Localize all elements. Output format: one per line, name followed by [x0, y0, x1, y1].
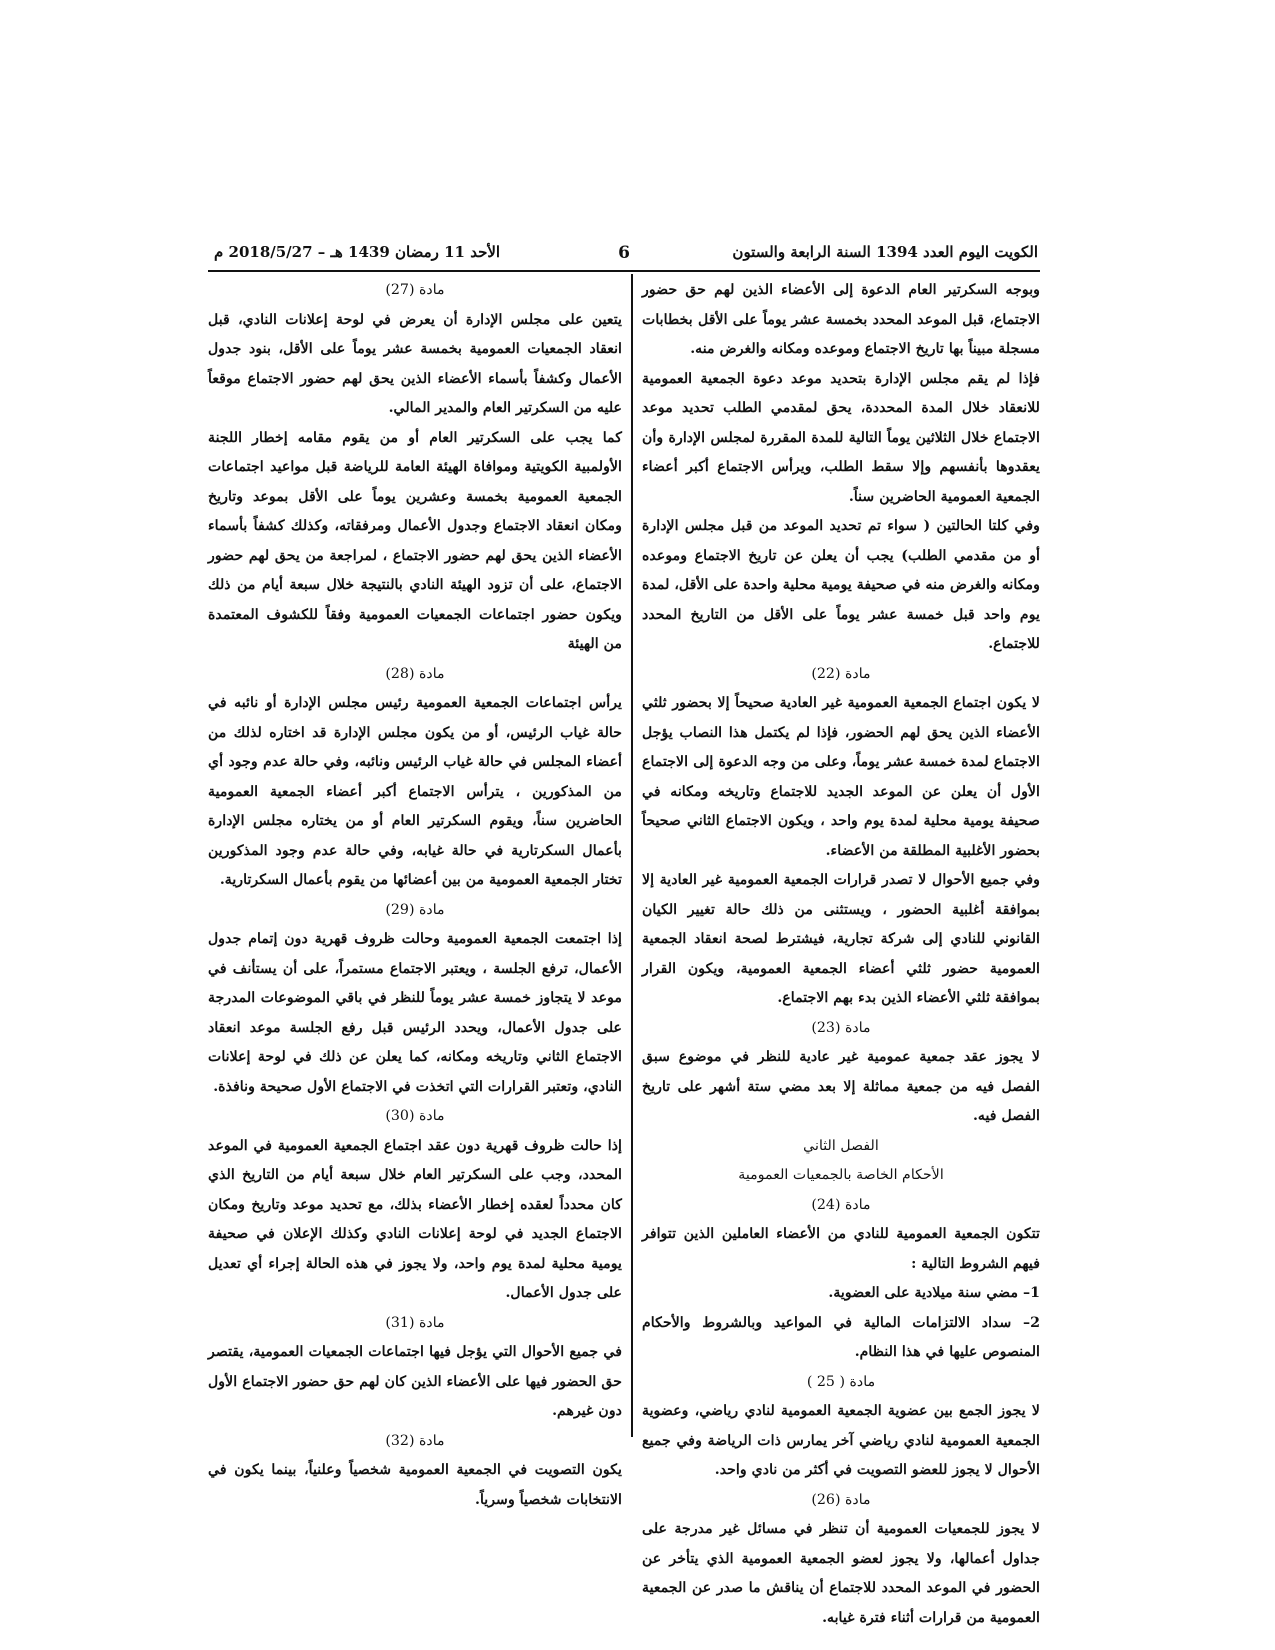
paragraph: إذا حالت ظروف قهرية دون عقد اجتماع الجمعية العمومية في الموعد المحدد، وجب على السكرتير العام خلال سبعة أيام من التاريخ الذي كان محدداً لعقده إخطار الأعضاء بذلك، مع تحديد موعد وتاريخ ومكان الاجتماع الجديد في لوحة إعلانات النادي وكذلك الإعلان في صحيفة يومية محلية لمدة يوم واحد، ولا يجوز في هذه الحالة إجراء أي تعديل على جدول الأعمال.: [208, 1137, 622, 1301]
article-heading-31: مادة (31): [385, 1314, 445, 1331]
page-header: [208, 239, 1040, 269]
paragraph: وفي جميع الأحوال لا تصدر قرارات الجمعية العمومية غير العادية إلا بموافقة أغلبية الحضور ، ويستثنى من ذلك حالة تغيير الكيان القانوني للنادي إلى شركة تجارية، فيشترط لصحة انعقاد الجمعية العمومية حضور ثلثي أعضاء الجمعية العمومية، ويكون القرار بموافقة ثلثي الأعضاء الذين بدء بهم الاجتماع.: [642, 872, 1040, 1006]
article-heading-23: مادة (23): [811, 1019, 871, 1036]
paragraph: يتعين على مجلس الإدارة أن يعرض في لوحة إعلانات النادي، قبل انعقاد الجمعيات العمومية بخمسة عشر يوماً على الأقل، بنود جدول الأعمال وكشفاً بأسماء الأعضاء الذين يحق لهم حضور الاجتماع موقعاً عليه من السكرتير العام والمدير المالي.: [208, 311, 622, 416]
article-heading-25: مادة ( 25 ): [806, 1373, 876, 1390]
article-heading-26: مادة (26): [811, 1491, 871, 1508]
list-item: 2– سداد الالتزامات المالية في المواعيد وبالشروط والأحكام المنصوص عليها في هذا النظام.: [642, 1314, 1040, 1360]
article-heading-30: مادة (30): [385, 1108, 445, 1124]
paragraph: فإذا لم يقم مجلس الإدارة بتحديد موعد دعوة الجمعية العمومية للانعقاد خلال المدة المحددة، يحق لمقدمي الطلب تحديد موعد الاجتماع خلال الثلاثين يوماً التالية للمدة المقررة لمجلس الإدارة وأن يعقدوها بأنفسهم وإلا سقط الطلب، ويرأس الاجتماع أكبر أعضاء الجمعية العمومية الحاضرين سناً.: [642, 370, 1040, 505]
header-date: الأحد 11 رمضان 1439 هـ – 2018/5/27 م: [214, 243, 501, 261]
article-heading-27: مادة (27): [385, 282, 445, 298]
paragraph: لا يجوز عقد جمعية عمومية غير عادية للنظر في موضوع سبق الفصل فيه من جمعية مماثلة إلا بعد مضي ستة أشهر على تاريخ الفصل فيه.: [642, 1049, 1040, 1124]
column-divider: [631, 274, 633, 1437]
paragraph: وبوجه السكرتير العام الدعوة إلى الأعضاء الذين لهم حق حضور الاجتماع، قبل الموعد المحدد بخمسة عشر يوماً على الأقل بخطابات مسجلة مبيناً بها تاريخ الاجتماع وموعده ومكانه والغرض منه.: [642, 282, 1040, 357]
chapter-heading: الفصل الثاني: [803, 1137, 879, 1154]
article-heading-32: مادة (32): [385, 1432, 445, 1449]
paragraph: في جميع الأحوال التي يؤجل فيها اجتماعات الجمعيات العمومية، يقتصر حق الحضور فيها على الأعضاء الذين كان لهم حق حضور الاجتماع الأول دون غيرهم.: [208, 1344, 622, 1419]
paragraph: لا يكون اجتماع الجمعية العمومية غير العادية صحيحاً إلا بحضور ثلثي الأعضاء الذين يحق لهم الحضور، فإذا لم يكتمل هذا النصاب يؤجل الاجتماع لمدة خمسة عشر يوماً، وعلى من وجه الدعوة إلى الاجتماع الأول أن يعلن عن الموعد الجديد للاجتماع وتاريخه ومكانه في صحيفة يومية محلية لمدة يوم واحد ، ويكون الاجتماع الثاني صحيحاً بحضور الأغلبية المطلقة من الأعضاء.: [642, 695, 1040, 859]
paragraph: تتكون الجمعية العمومية للنادي من الأعضاء العاملين الذين تتوافر فيهم الشروط التالية :: [642, 1226, 1040, 1272]
paragraph: وفي كلتا الحالتين ( سواء تم تحديد الموعد من قبل مجلس الإدارة أو من مقدمي الطلب) يجب أن يعلن عن تاريخ الاجتماع وموعده ومكانه والغرض منه في صحيفة يومية محلية واحدة على الأقل، لمدة يوم واحد قبل خمسة عشر يوماً على الأقل من التاريخ المحدد للاجتماع.: [642, 518, 1040, 652]
chapter-title: الأحكام الخاصة بالجمعيات العمومية: [738, 1167, 944, 1183]
paragraph: كما يجب على السكرتير العام أو من يقوم مقامه إخطار اللجنة الأولمبية الكويتية وموافاة الهيئة العامة للرياضة قبل مواعيد اجتماعات الجمعية العمومية بخمسة وعشرين يوماً على الأقل بموعد وتاريخ ومكان انعقاد الاجتماع وجدول الأعمال ومرفقاته، وكذلك كشفاً بأسماء الأعضاء الذين يحق لهم حضور الاجتماع ، لمراجعة من يحق لهم حضور الاجتماع، على أن تزود الهيئة النادي بالنتيجة خلال سبعة أيام من ذلك ويكون حضور اجتماعات الجمعيات العمومية وفقاً للكشوف المعتمدة من الهيئة: [208, 429, 622, 652]
article-heading-22: مادة (22): [811, 665, 871, 682]
paragraph: يرأس اجتماعات الجمعية العمومية رئيس مجلس الإدارة أو نائبه في حالة غياب الرئيس، أو من يكون مجلس الإدارة قد اختاره لذلك من أعضاء المجلس في حالة غياب الرئيس ونائبه، وفي حالة عدم وجود أي من المذكورين ، يترأس الاجتماع أكبر أعضاء الجمعية العمومية الحاضرين سناً، ويقوم السكرتير العام أو من يختاره مجلس الإدارة بأعمال السكرتارية في حالة غيابه، وفي حالة عدم وجود المذكورين تختار الجمعية العمومية من بين أعضائها من يقوم بأعمال السكرتارية.: [208, 695, 622, 888]
paragraph: لا يجوز الجمع بين عضوية الجمعية العمومية لنادي رياضي، وعضوية الجمعية العمومية لنادي رياضي آخر يمارس ذات الرياضة وفي جميع الأحوال لا يجوز للعضو التصويت في أكثر من نادي واحد.: [642, 1403, 1040, 1478]
paragraph: يكون التصويت في الجمعية العمومية شخصياً وعلنياً، بينما يكون في الانتخابات شخصياً وسرياً.: [208, 1462, 622, 1508]
list-item: 1– مضي سنة ميلادية على العضوية.: [828, 1285, 1040, 1301]
article-heading-24: مادة (24): [811, 1196, 871, 1213]
page-number: 6: [618, 243, 630, 263]
article-heading-29: مادة (29): [385, 901, 445, 918]
paragraph: لا يجوز للجمعيات العمومية أن تنظر في مسائل غير مدرجة على جداول أعمالها، ولا يجوز لعضو الجمعية العمومية الذي يتأخر عن الحضور في الموعد المحدد للاجتماع أن يناقش ما صدر عن الجمعية العمومية من قرارات أثناء فترة غيابه.: [642, 1521, 1040, 1626]
right-column: [642, 276, 1040, 1633]
paragraph: إذا اجتمعت الجمعية العمومية وحالت ظروف قهرية دون إتمام جدول الأعمال، ترفع الجلسة ، ويعتبر الاجتماع مستمراً، على أن يستأنف في موعد لا يتجاوز خمسة عشر يوماً للنظر في باقي الموضوعات المدرجة على جدول الأعمال، ويحدد الرئيس قبل رفع الجلسة موعد انعقاد الاجتماع الثاني وتاريخه ومكانه، كما يعلن عن ذلك في لوحة إعلانات النادي، وتعتبر القرارات التي اتخذت في الاجتماع الأول صحيحة ونافذة.: [208, 931, 622, 1095]
header-rule: [208, 270, 1040, 272]
article-heading-28: مادة (28): [385, 665, 445, 682]
header-issue-info: الكويت اليوم العدد 1394 السنة الرابعة والستون: [732, 243, 1038, 261]
left-column: [208, 276, 622, 1515]
